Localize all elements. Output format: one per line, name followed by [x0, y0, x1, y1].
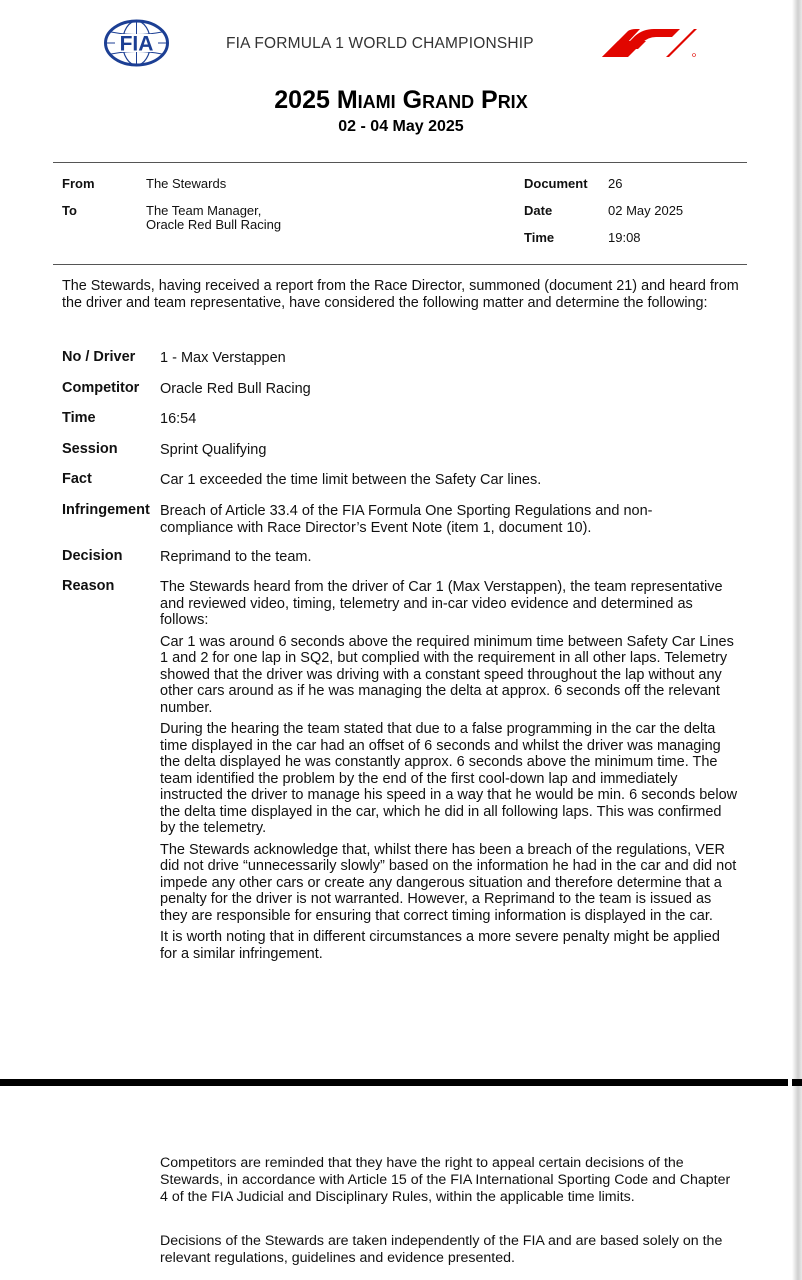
- intro-paragraph: The Stewards, having received a report from the Race Director, summoned (document 21) and heard from the driver and team representative, have considered the following matter and determine the following:: [62, 278, 739, 311]
- reason-label: Reason: [62, 578, 115, 594]
- event-title: [0, 86, 802, 115]
- to-value-line1: The Team Manager,: [146, 203, 262, 218]
- session-value: Sprint Qualifying: [160, 442, 267, 458]
- time-label: Time: [62, 410, 96, 426]
- date-label: Date: [524, 203, 553, 218]
- fact-label: Fact: [62, 471, 92, 487]
- reason-paragraph: During the hearing the team stated that due to a false programming in the car the delta time displayed in the car had an offset of 6 seconds and whilst the driver was managing the delta displayed he was constantly approx. 6 seconds above the minimum time. The team identified the problem by the end of the first cool-down lap and immediately instructed the driver to manage his speed in a way that he would be min. 6 seconds below the delta time displayed in the car, which he did in all following laps. This was confirmed by the telemetry.: [160, 721, 738, 836]
- appeal-notice: Competitors are reminded that they have the right to appeal certain decisions of the Stewards, in accordance with Article 15 of the FIA International Sporting Code and Chapter 4 of the FIA Judicial and Disciplinary Rules, within the applicable time limits.: [160, 1155, 731, 1205]
- event-dates: 02 - 04 May 2025: [338, 118, 464, 135]
- championship-title: FIA FORMULA 1 WORLD CHAMPIONSHIP: [226, 35, 534, 52]
- decision-value: Reprimand to the team.: [160, 549, 312, 565]
- event-year: 2025: [274, 86, 330, 114]
- fact-value: Car 1 exceeded the time limit between the Safety Car lines.: [160, 472, 542, 488]
- svg-text:FIA: FIA: [119, 32, 154, 56]
- decision-label: Decision: [62, 548, 123, 564]
- driver-label: No / Driver: [62, 349, 136, 365]
- session-label: Session: [62, 441, 118, 457]
- meta-divider: [53, 264, 747, 265]
- competitor-label: Competitor: [62, 380, 140, 396]
- infringement-label: Infringement: [62, 502, 150, 518]
- competitor-value: Oracle Red Bull Racing: [160, 381, 311, 397]
- reason-paragraph: Car 1 was around 6 seconds above the required minimum time between Safety Car Lines 1 and 2 for one lap in SQ2, but complied with the requirement in all other laps. Telemetry showed that the driver was driving with a constant speed throughout the lap without any other cars around as if he was managing the delta at approx. 6 seconds off the relevant number.: [160, 633, 734, 716]
- f1-logo-icon: [600, 28, 698, 58]
- page-break-rule: [0, 1079, 802, 1086]
- document-value: 26: [608, 176, 623, 191]
- reason-paragraph: The Stewards heard from the driver of Car 1 (Max Verstappen), the team representative and reviewed video, timing, telemetry and in-car video evidence and determined as follows:: [160, 579, 723, 628]
- reason-value: [160, 579, 738, 967]
- reason-paragraph: The Stewards acknowledge that, whilst there has been a breach of the regulations, VER did not drive “unnecessarily slowly” based on the information he had in the car and did not impede any other cars or create any dangerous situation and therefore determine that a penalty for the driver is not warranted. However, a Reprimand to the team is issued as they are responsible for ensuring that correct timing information is displayed in the car.: [160, 841, 737, 924]
- from-label: From: [62, 176, 95, 191]
- from-value: The Stewards: [146, 176, 227, 191]
- time-meta-label: Time: [524, 230, 555, 245]
- header-divider: [53, 162, 747, 163]
- page-edge-shadow: [792, 0, 802, 1280]
- time-value: 16:54: [160, 411, 197, 427]
- time-meta-value: 19:08: [608, 230, 641, 245]
- to-label: To: [62, 203, 77, 218]
- driver-value: 1 - Max Verstappen: [160, 350, 286, 366]
- fia-logo-icon: [103, 19, 170, 67]
- infringement-value: Breach of Article 33.4 of the FIA Formula One Sporting Regulations and non-compliance with Race Director’s Event Note (item 1, document 10).: [160, 503, 653, 536]
- event-name: Miami Grand Prix: [336, 86, 528, 114]
- date-value: 02 May 2025: [608, 203, 684, 218]
- reason-paragraph: It is worth noting that in different circumstances a more severe penalty might be applied for a similar infringement.: [160, 929, 720, 962]
- to-value-line2: Oracle Red Bull Racing: [146, 217, 282, 232]
- independence-notice: Decisions of the Stewards are taken independently of the FIA and are based solely on the relevant regulations, guidelines and evidence presented.: [160, 1233, 723, 1266]
- document-label: Document: [524, 176, 588, 191]
